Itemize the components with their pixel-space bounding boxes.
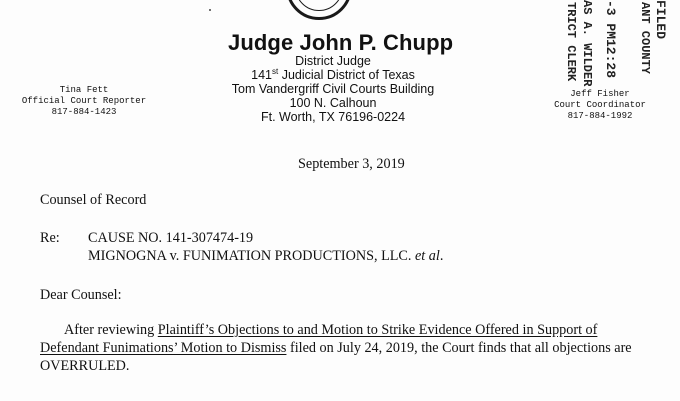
court-reporter-block xyxy=(14,85,154,118)
coordinator-name: Jeff Fisher xyxy=(570,89,630,99)
court-coordinator-block xyxy=(526,89,674,122)
salutation: Dear Counsel: xyxy=(40,287,122,303)
stamp-county: ANT COUNTY xyxy=(638,2,652,75)
stamp-filed: FILED xyxy=(653,0,668,40)
paragraph-line-1: After reviewing Plaintiff’s Objections to and Motion to Strike Evidence Offered in Support of xyxy=(64,322,598,338)
speck xyxy=(209,9,211,11)
court-seal-icon xyxy=(286,0,352,20)
street-address: 100 N. Calhoun xyxy=(289,96,377,110)
judge-name: Judge John P. Chupp xyxy=(228,30,454,55)
addressee: Counsel of Record xyxy=(40,192,147,208)
court-building: Tom Vandergriff Civil Courts Building xyxy=(231,82,435,96)
stamp-time: -3 PM12:28 xyxy=(603,0,618,79)
reporter-role: Official Court Reporter xyxy=(21,96,147,106)
cause-number: CAUSE NO. 141-307474-19 xyxy=(88,230,254,246)
motion-title-part-2: Defendant Funimations’ Motion to Dismiss xyxy=(40,340,287,356)
reporter-name: Tina Fett xyxy=(59,85,109,95)
stamp-clerk-name: AS A. WILDER xyxy=(580,0,594,87)
paragraph-line-2: Defendant Funimations’ Motion to Dismiss filed on July 24, 2019, the Court finds that all objections are xyxy=(40,340,632,356)
letter-date: September 3, 2019 xyxy=(298,156,405,172)
judicial-district: 141st Judicial District of Texas xyxy=(251,66,415,82)
re-label: Re: xyxy=(40,230,60,246)
coordinator-role: Court Coordinator xyxy=(554,100,646,110)
reporter-phone: 817-884-1423 xyxy=(51,107,117,117)
judge-title: District Judge xyxy=(295,54,371,68)
city-address: Ft. Worth, TX 76196-0224 xyxy=(260,110,406,124)
paragraph-line-3: OVERRULED. xyxy=(40,358,130,374)
coordinator-phone: 817-884-1992 xyxy=(567,111,633,121)
motion-title-part-1: Plaintiff’s Objections to and Motion to Strike Evidence Offered in Support of xyxy=(157,322,598,338)
case-parties: MIGNOGNA v. FUNIMATION PRODUCTIONS, LLC. et al. xyxy=(88,248,444,264)
stamp-clerk-title: TRICT CLERK xyxy=(564,2,578,82)
